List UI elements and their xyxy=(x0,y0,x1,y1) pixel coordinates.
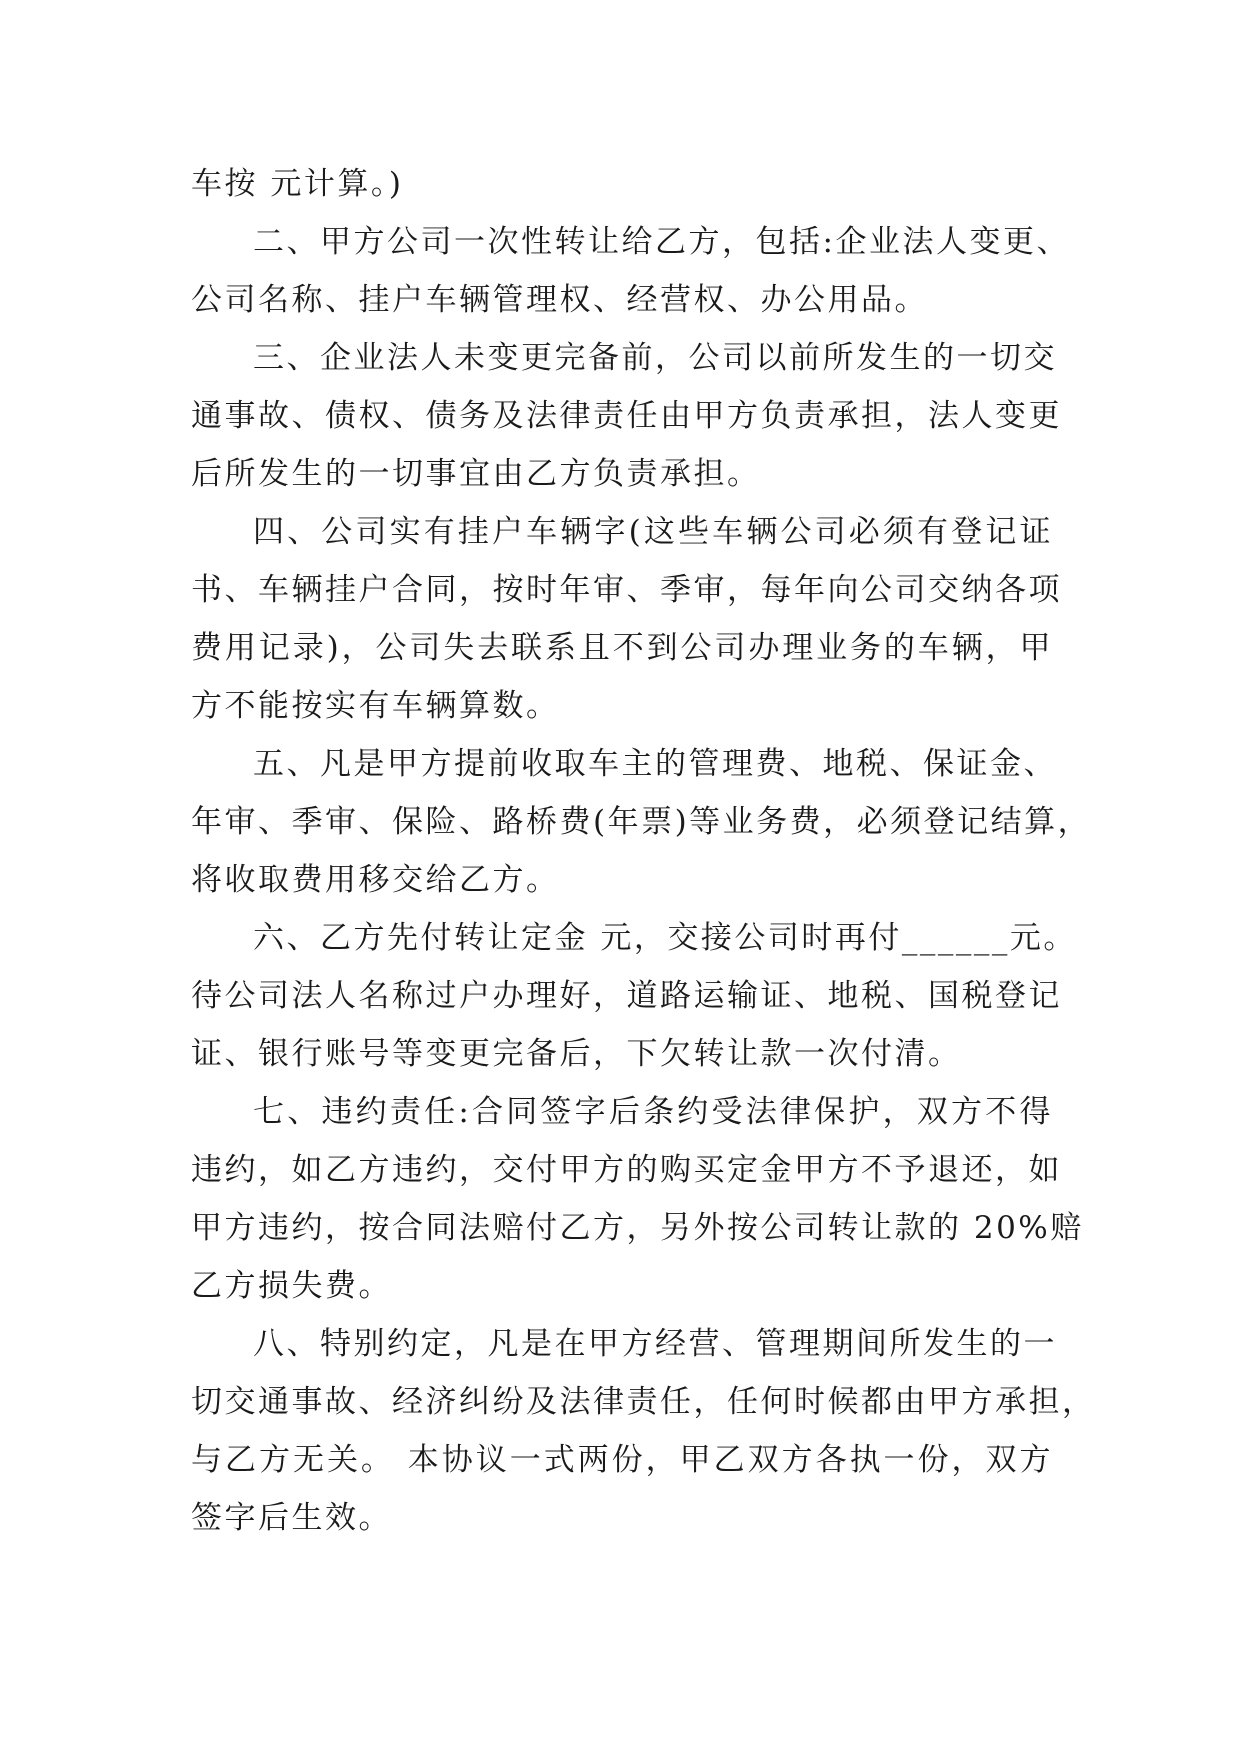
clause-2-line: 公司名称、挂户车辆管理权、经营权、办公用品。 xyxy=(191,282,928,318)
clause-7-line: 违约，如乙方违约，交付甲方的购买定金甲方不予退还，如 xyxy=(191,1152,1062,1188)
document-page xyxy=(191,155,1096,1547)
clause-3-line: 三、企业法人未变更完备前，公司以前所发生的一切交 xyxy=(253,340,1057,376)
clause-3-line: 通事故、债权、债务及法律责任由甲方负责承担，法人变更 xyxy=(191,398,1062,434)
clause-6-line: 待公司法人名称过户办理好，道路运输证、地税、国税登记 xyxy=(191,978,1062,1014)
clause-2-line: 二、甲方公司一次性转让给乙方，包括:企业法人变更、 xyxy=(253,224,1070,260)
clause-5-line: 将收取费用移交给乙方。 xyxy=(191,862,560,898)
clause-6-line: 证、银行账号等变更完备后，下欠转让款一次付清。 xyxy=(191,1036,962,1072)
clause-5-line: 年审、季审、保险、路桥费(年票)等业务费，必须登记结算， xyxy=(191,804,1092,840)
clause-4-line: 方不能按实有车辆算数。 xyxy=(191,688,560,724)
clause-4-line: 费用记录)，公司失去联系且不到公司办理业务的车辆，甲 xyxy=(191,630,1053,666)
clause-3-line: 后所发生的一切事宜由乙方负责承担。 xyxy=(191,456,761,492)
clause-4-line: 四、公司实有挂户车辆字(这些车辆公司必须有登记证 xyxy=(253,514,1053,550)
clause-7-line: 七、违约责任:合同签字后条约受法律保护，双方不得 xyxy=(253,1094,1053,1130)
clause-8-line: 八、特别约定，凡是在甲方经营、管理期间所发生的一 xyxy=(253,1326,1057,1362)
clause-7-line: 甲方违约，按合同法赔付乙方，另外按公司转让款的 20%赔 xyxy=(191,1210,1084,1246)
clause-8-line: 与乙方无关。 本协议一式两份，甲乙双方各执一份，双方 xyxy=(191,1442,1053,1478)
text-line: 车按 元计算。) xyxy=(191,166,404,202)
clause-8-line: 切交通事故、经济纠纷及法律责任，任何时候都由甲方承担， xyxy=(191,1384,1096,1420)
clause-4-line: 书、车辆挂户合同，按时年审、季审，每年向公司交纳各项 xyxy=(191,572,1062,608)
clause-6-line: 六、乙方先付转让定金 元，交接公司时再付______元。 xyxy=(253,920,1077,956)
clause-7-line: 乙方损失费。 xyxy=(191,1268,392,1304)
clause-5-line: 五、凡是甲方提前收取车主的管理费、地税、保证金、 xyxy=(253,746,1057,782)
clause-8-line: 签字后生效。 xyxy=(191,1500,392,1536)
